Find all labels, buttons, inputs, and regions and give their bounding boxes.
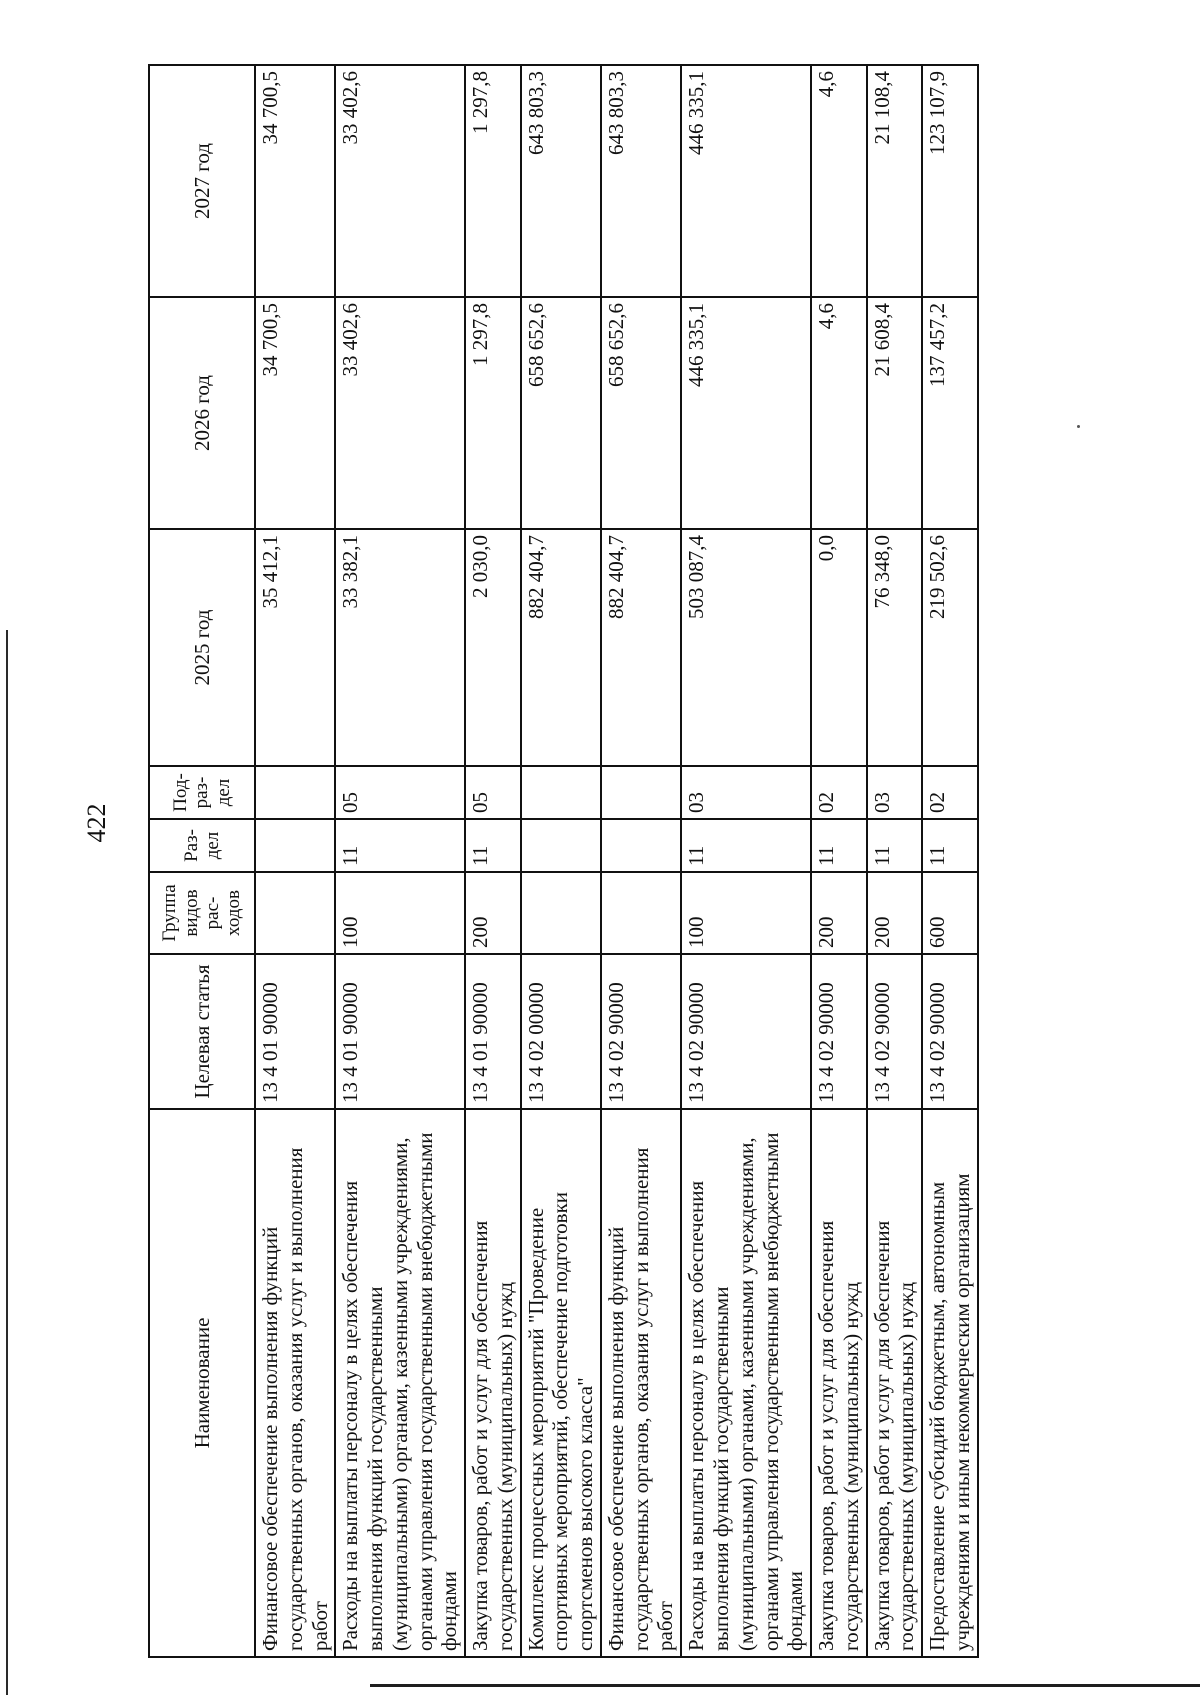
cell-name: Закупка товаров, работ и услуг для обеспечения государственных (муниципальных) нужд [465,1109,521,1657]
cell-target-article: 13 4 01 90000 [255,954,335,1109]
cell-target-article: 13 4 01 90000 [335,954,465,1109]
cell-section [255,819,335,872]
cell-subsection: 03 [681,766,811,819]
cell-value-2027: 21 108,4 [867,65,923,297]
cell-value-2027: 34 700,5 [255,65,335,297]
cell-expense-group: 100 [335,872,465,954]
cell-target-article: 13 4 02 90000 [811,954,867,1109]
cell-value-2025: 0,0 [811,529,867,766]
header-year-2026: 2026 год [149,297,255,529]
cell-value-2025: 35 412,1 [255,529,335,766]
cell-name: Комплекс процессных мероприятий "Проведение спортивных мероприятий, обеспечение подготовки спортсменов высокого класса" [521,1109,601,1657]
table-row [681,65,811,1657]
cell-value-2025: 882 404,7 [601,529,681,766]
cell-expense-group: 200 [811,872,867,954]
table-row [922,65,978,1657]
cell-name: Финансовое обеспечение выполнения функций государственных органов, оказания услуг и выполнения работ [255,1109,335,1657]
cell-subsection: 05 [335,766,465,819]
cell-target-article: 13 4 02 90000 [922,954,978,1109]
cell-section: 11 [681,819,811,872]
cell-value-2025: 882 404,7 [521,529,601,766]
cell-expense-group: 200 [465,872,521,954]
scan-artifact-line [6,630,8,1695]
table-row [601,65,681,1657]
cell-expense-group: 100 [681,872,811,954]
table-row [465,65,521,1657]
cell-target-article: 13 4 02 90000 [601,954,681,1109]
cell-value-2026: 1 297,8 [465,297,521,529]
cell-value-2025: 219 502,6 [922,529,978,766]
cell-target-article: 13 4 02 90000 [681,954,811,1109]
cell-value-2027: 123 107,9 [922,65,978,297]
cell-section: 11 [867,819,923,872]
header-section: Раз-дел [149,819,255,872]
cell-name: Финансовое обеспечение выполнения функций государственных органов, оказания услуг и выполнения работ [601,1109,681,1657]
cell-section: 11 [335,819,465,872]
budget-table-container [148,66,979,1658]
header-expense-group: Группа видов рас-ходов [149,872,255,954]
cell-subsection [521,766,601,819]
cell-name: Закупка товаров, работ и услуг для обеспечения государственных (муниципальных) нужд [811,1109,867,1657]
header-year-2025: 2025 год [149,529,255,766]
cell-name: Расходы на выплаты персоналу в целях обеспечения выполнения функций государственными (муниципальными) органами, казенными учреждениями, органами управления государственными внебюджетными фондами [335,1109,465,1657]
cell-subsection: 05 [465,766,521,819]
scan-artifact-dot [1077,425,1080,428]
table-header-row [149,65,255,1657]
cell-section [521,819,601,872]
cell-value-2026: 137 457,2 [922,297,978,529]
cell-section: 11 [811,819,867,872]
cell-expense-group [521,872,601,954]
cell-value-2025: 33 382,1 [335,529,465,766]
cell-name: Закупка товаров, работ и услуг для обеспечения государственных (муниципальных) нужд [867,1109,923,1657]
cell-value-2025: 503 087,4 [681,529,811,766]
table-row [255,65,335,1657]
table-row [521,65,601,1657]
cell-target-article: 13 4 01 90000 [465,954,521,1109]
cell-value-2025: 2 030,0 [465,529,521,766]
cell-value-2027: 446 335,1 [681,65,811,297]
header-name: Наименование [149,1109,255,1657]
cell-value-2026: 34 700,5 [255,297,335,529]
header-target-article: Целевая статья [149,954,255,1109]
cell-value-2026: 658 652,6 [601,297,681,529]
cell-subsection: 03 [867,766,923,819]
table-row [867,65,923,1657]
cell-section: 11 [922,819,978,872]
budget-table [148,64,979,1658]
cell-value-2027: 643 803,3 [521,65,601,297]
scan-artifact-line [370,1684,1200,1687]
cell-expense-group [601,872,681,954]
table-row [335,65,465,1657]
cell-value-2027: 1 297,8 [465,65,521,297]
cell-value-2026: 21 608,4 [867,297,923,529]
cell-section [601,819,681,872]
cell-value-2027: 4,6 [811,65,867,297]
cell-expense-group: 600 [922,872,978,954]
cell-expense-group [255,872,335,954]
cell-value-2027: 33 402,6 [335,65,465,297]
cell-section: 11 [465,819,521,872]
cell-value-2026: 4,6 [811,297,867,529]
cell-value-2026: 658 652,6 [521,297,601,529]
cell-value-2026: 33 402,6 [335,297,465,529]
cell-subsection [601,766,681,819]
cell-value-2025: 76 348,0 [867,529,923,766]
table-row [811,65,867,1657]
header-year-2027: 2027 год [149,65,255,297]
cell-subsection: 02 [922,766,978,819]
cell-value-2026: 446 335,1 [681,297,811,529]
cell-target-article: 13 4 02 00000 [521,954,601,1109]
cell-name: Предоставление субсидий бюджетным, автономным учреждениям и иным некоммерческим организациям [922,1109,978,1657]
cell-expense-group: 200 [867,872,923,954]
cell-target-article: 13 4 02 90000 [867,954,923,1109]
cell-value-2027: 643 803,3 [601,65,681,297]
page-number: 422 [82,803,111,843]
cell-subsection [255,766,335,819]
header-subsection: Под-раз-дел [149,766,255,819]
cell-subsection: 02 [811,766,867,819]
cell-name: Расходы на выплаты персоналу в целях обеспечения выполнения функций государственными (муниципальными) органами, казенными учреждениями, органами управления государственными внебюджетными фондами [681,1109,811,1657]
